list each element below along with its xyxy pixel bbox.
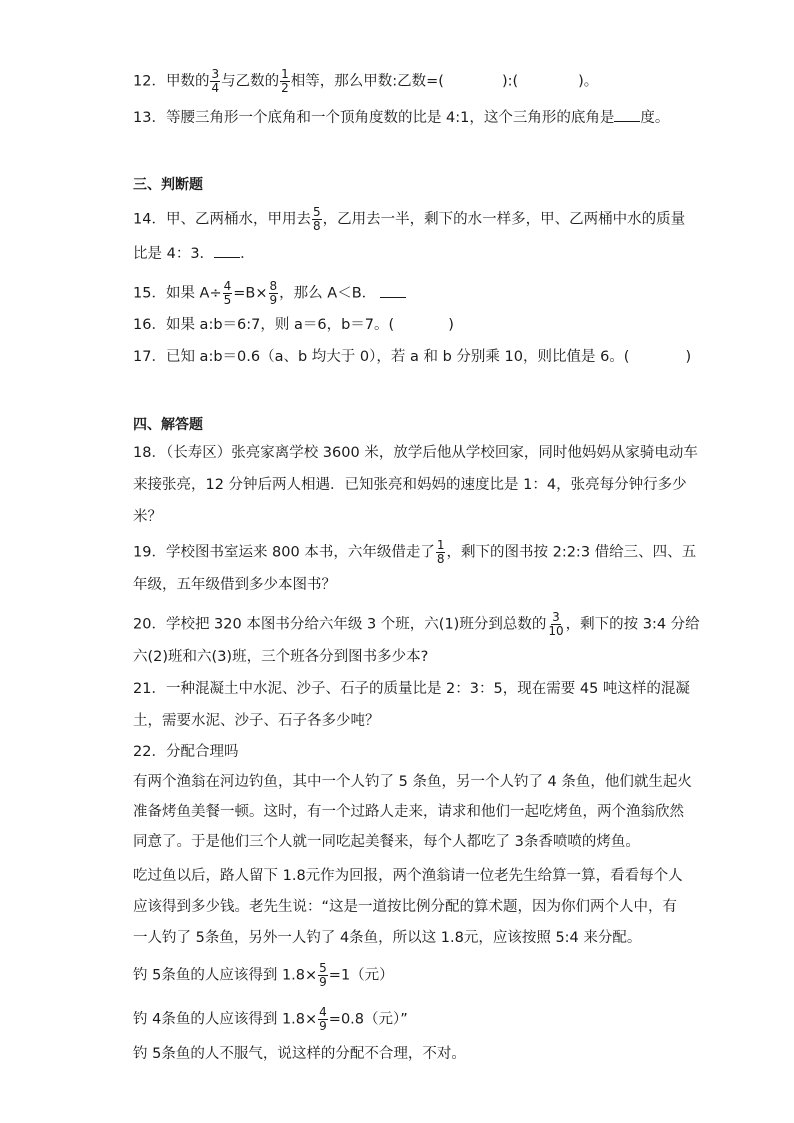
q22-eq2-text-b: =0.8（元）” [328,1011,408,1028]
question-18-line3: 米？ [133,509,162,525]
q14-text-d: ． [240,246,255,262]
question-13 [133,107,669,128]
q15-text-b: =B× [233,285,268,302]
q22-paragraph-line: 一人钓了 5条鱼，另外一人钓了 4条鱼，所以这 1.8元，应该按照 5:4 来分配。 [133,930,642,946]
q22-paragraph-line: 钓 5条鱼的人不服气，说这样的分配不合理，不对。 [133,1046,466,1062]
q22-eq1-text-b: =1（元） [328,967,394,984]
question-18-line2: 来接张亮，12 分钟后两人相遇．已知张亮和妈妈的速度比是 1：4，张亮每分钟行多少 [133,477,687,493]
fraction-8-9: $\frac{8}{9}$ [269,279,278,307]
q22-equation-1 [133,962,394,989]
q22-paragraph-line: 吃过鱼以后，路人留下 1.8元作为回报，两个渔翁请一位老先生给算一算，看看每个人 [133,868,683,884]
fraction-3-4: $\frac{3}{4}$ [211,67,220,95]
question-21-line2: 土，需要水泥、沙子、石子各多少吨？ [133,713,380,729]
question-21-line1: 21．一种混凝土中水泥、沙子、石子的质量比是 2：3：5，现在需要 45 吨这样的混凝 [133,681,690,697]
answer-blank[interactable] [614,107,640,122]
question-22-title: 22．分配合理吗 [133,744,239,760]
fraction-3-10: $\frac{3}{10}$ [548,610,564,638]
section-heading-judgement: 三、判断题 [133,177,203,193]
question-16 [133,315,454,335]
fraction-1-2: $\frac{1}{2}$ [281,67,289,95]
question-12 [133,68,598,95]
q22-paragraph-line: 准备烤鱼美餐一顿。这时，有一个过路人走来，请求和他们一起吃烤鱼，两个渔翁欣然 [133,804,684,820]
fraction-4-9: $\frac{4}{9}$ [319,1005,327,1033]
q12-text-d: ):( [501,73,519,90]
q13-text-a: 13．等腰三角形一个底角和一个顶角度数的比是 4:1，这个三角形的底角是 [133,110,615,126]
question-17 [133,347,691,367]
q19-text-a: 19．学校图书室运来 800 本书，六年级借走了 [133,544,435,561]
fraction-1-8: $\frac{1}{8}$ [436,538,445,566]
answer-blank[interactable] [214,243,240,258]
question-20-line2: 六(2)班和六(3)班，三个班各分到图书多少本? [133,649,429,665]
q22-eq2-text-a: 钓 4条鱼的人应该得到 1.8× [133,1011,318,1028]
q15-text-c: ，那么 A＜B． [279,285,377,302]
q22-paragraph-line: 同意了。于是他们三个人就一同吃起美餐来，每个人都吃了 3条香喷喷的烤鱼。 [133,834,640,850]
answer-blank[interactable] [380,283,406,298]
q20-text-a: 20．学校把 320 本图书分给六年级 3 个班，六(1)班分到总数的 [133,616,547,633]
q16-text-b: ) [448,317,454,333]
q17-text-a: 17．已知 a:b＝0.6（a、b 均大于 0），若 a 和 b 分别乘 10，则比值是 6。( [133,349,630,365]
question-19 [133,539,696,566]
q20-text-b: ，剩下的按 3:4 分给 [565,616,700,633]
q12-text-a: 12．甲数的 [133,73,210,90]
q19-text-b: ，剩下的图书按 2:2:3 借给三、四、五 [446,544,697,561]
question-14-line2 [133,243,255,264]
q15-text-a: 15．如果 A÷ [133,285,222,302]
q22-eq1-text-a: 钓 5条鱼的人应该得到 1.8× [133,967,318,984]
q13-text-b: 度。 [640,110,670,126]
q17-text-b: ) [685,349,692,365]
q22-equation-2 [133,1006,408,1033]
question-18-line1: 18．（长寿区）张亮家离学校 3600 米，放学后他从学校回家，同时他妈妈从家骑电动车 [133,445,698,461]
fraction-4-5: $\frac{4}{5}$ [223,279,232,307]
question-19-line2: 年级，五年级借到多少本图书？ [133,577,336,593]
q14-text-a: 14．甲、乙两桶水，甲用去 [133,211,311,228]
q22-paragraph-line: 应该得到多少钱。老先生说：“这是一道按比例分配的算术题，因为你们两个人中，有 [133,899,678,915]
question-15 [133,280,406,307]
q16-text-a: 16．如果 a:b＝6:7，则 a＝6，b＝7。( [133,317,395,333]
q12-text-b: 与乙数的 [221,73,280,90]
question-14 [133,206,685,233]
q14-text-b: ，乙用去一半，剩下的水一样多，甲、乙两桶中水的质量 [322,211,686,228]
section-heading-solutions: 四、解答题 [133,417,203,433]
q12-text-e: )。 [578,73,599,90]
fraction-5-8: $\frac{5}{8}$ [312,205,321,233]
question-20 [133,611,700,638]
q12-text-c: 相等，那么甲数:乙数=( [290,73,444,90]
fraction-5-9: $\frac{5}{9}$ [319,961,327,989]
q14-text-c: 比是 4：3． [133,246,215,262]
q22-paragraph-line: 有两个渔翁在河边钓鱼，其中一个人钓了 5 条鱼，另一个人钓了 4 条鱼，他们就生起火 [133,774,692,790]
